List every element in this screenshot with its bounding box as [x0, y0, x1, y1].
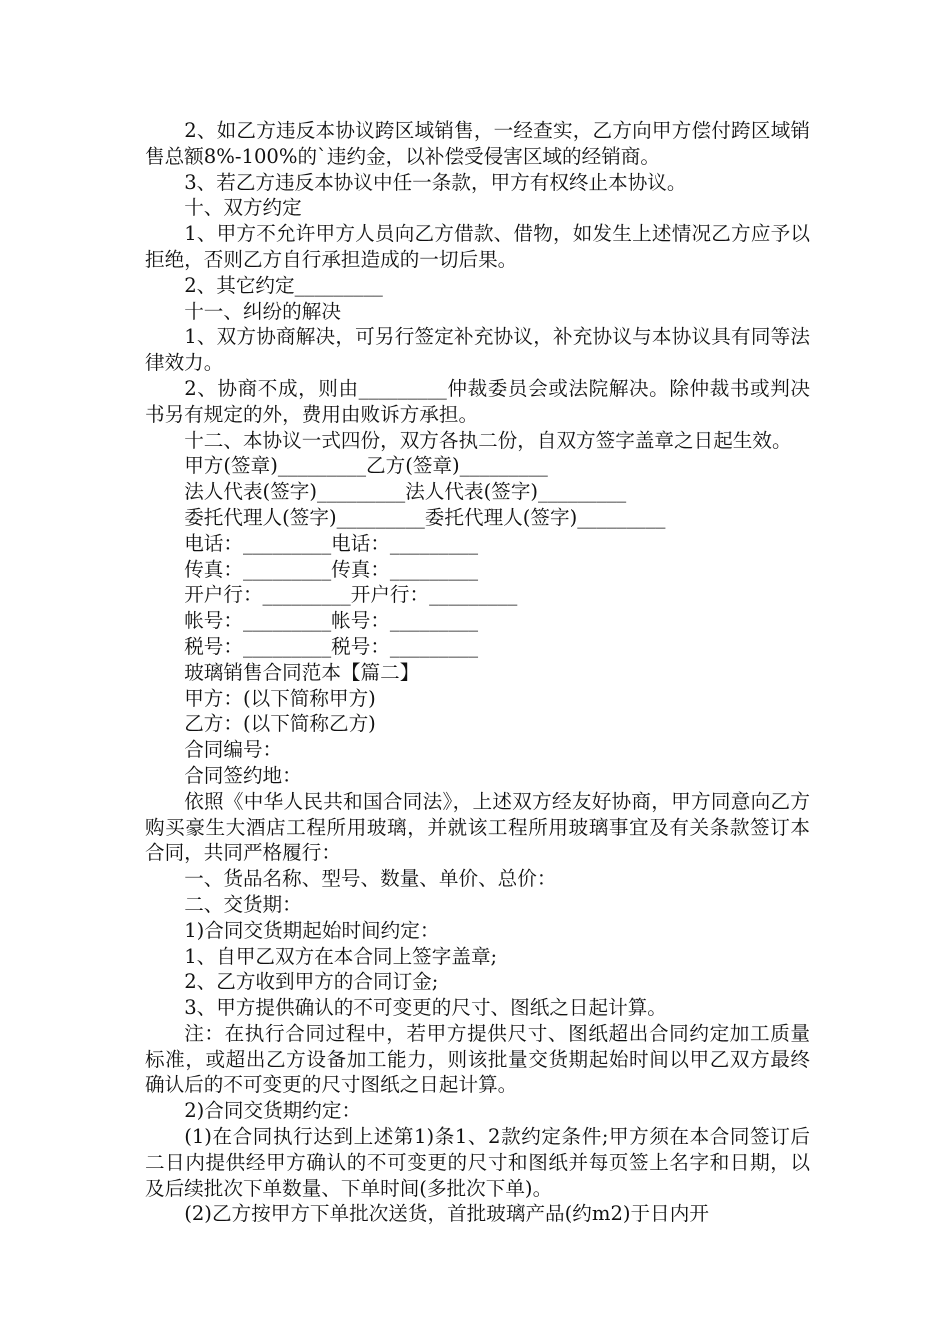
signature-line: 法人代表(签字)_________法人代表(签字)_________ — [184, 480, 627, 504]
paragraph: 2、乙方收到甲方的合同订金; — [184, 970, 439, 994]
paragraph: 1、自甲乙双方在本合同上签字盖章; — [184, 944, 498, 968]
section-heading: 十、双方约定 — [184, 196, 302, 220]
party-line: 乙方：(以下简称乙方) — [184, 712, 376, 736]
contact-line: 传真：_________传真：_________ — [184, 557, 479, 581]
paragraph: (2)乙方按甲方下单批次送货，首批玻璃产品(约m2)于日内开 — [184, 1202, 709, 1226]
paragraph: 2、其它约定_________ — [184, 273, 383, 297]
paragraph: 十二、本协议一式四份，双方各执二份，自双方签字盖章之日起生效。 — [184, 428, 792, 452]
section-heading: 十一、纠纷的解决 — [184, 299, 341, 323]
contract-number-line: 合同编号： — [184, 738, 283, 762]
paragraph: 2、如乙方违反本协议跨区域销售，一经查实，乙方向甲方偿付跨区域销售总额8%-100%的`违约金，以补偿受侵害区域的经销商。 — [145, 119, 810, 168]
party-line: 甲方：(以下简称甲方) — [184, 686, 376, 710]
paragraph: 3、甲方提供确认的不可变更的尺寸、图纸之日起计算。 — [184, 996, 667, 1020]
signature-line: 委托代理人(签字)_________委托代理人(签字)_________ — [184, 505, 666, 529]
contact-line: 电话：_________电话：_________ — [184, 531, 479, 555]
paragraph: (1)在合同执行达到上述第1)条1、2款约定条件;甲方须在本合同签订后二日内提供经甲方确认的不可变更的尺寸和图纸并每页签上名字和日期，以及后续批次下单数量、下单时间(多批次下单)。 — [145, 1125, 810, 1200]
contact-line: 帐号：_________帐号：_________ — [184, 609, 479, 633]
paragraph: 1)合同交货期起始时间约定： — [184, 918, 440, 942]
paragraph: 1、甲方不允许甲方人员向乙方借款、借物，如发生上述情况乙方应予以拒绝，否则乙方自行承担造成的一切后果。 — [145, 222, 810, 271]
paragraph: 2、协商不成，则由_________仲裁委员会或法院解决。除仲裁书或判决书另有规定的外，费用由败诉方承担。 — [145, 376, 810, 426]
section-heading: 一、货品名称、型号、数量、单价、总价： — [184, 867, 557, 891]
paragraph: 依照《中华人民共和国合同法》，上述双方经友好协商，甲方同意向乙方购买豪生大酒店工程所用玻璃，并就该工程所用玻璃事宜及有关条款签订本合同，共同严格履行： — [145, 789, 810, 865]
document-title: 玻璃销售合同范本【篇二】 — [184, 660, 420, 684]
paragraph: 注：在执行合同过程中，若甲方提供尺寸、图纸超出合同约定加工质量标准，或超出乙方设备加工能力，则该批量交货期起始时间以甲乙双方最终确认后的不可变更的尺寸图纸之日起计算。 — [145, 1021, 810, 1097]
signature-line: 甲方(签章)_________乙方(签章)_________ — [184, 454, 548, 478]
document-body — [145, 118, 810, 1227]
paragraph: 2)合同交货期约定： — [184, 1099, 362, 1123]
contact-line: 开户行：_________开户行：_________ — [184, 583, 518, 607]
section-heading: 二、交货期： — [184, 892, 302, 916]
contract-location-line: 合同签约地： — [184, 763, 302, 787]
contact-line: 税号：_________税号：_________ — [184, 634, 479, 658]
paragraph: 1、双方协商解决，可另行签定补充协议，补充协议与本协议具有同等法律效力。 — [145, 325, 810, 375]
paragraph: 3、若乙方违反本协议中任一条款，甲方有权终止本协议。 — [184, 170, 687, 194]
